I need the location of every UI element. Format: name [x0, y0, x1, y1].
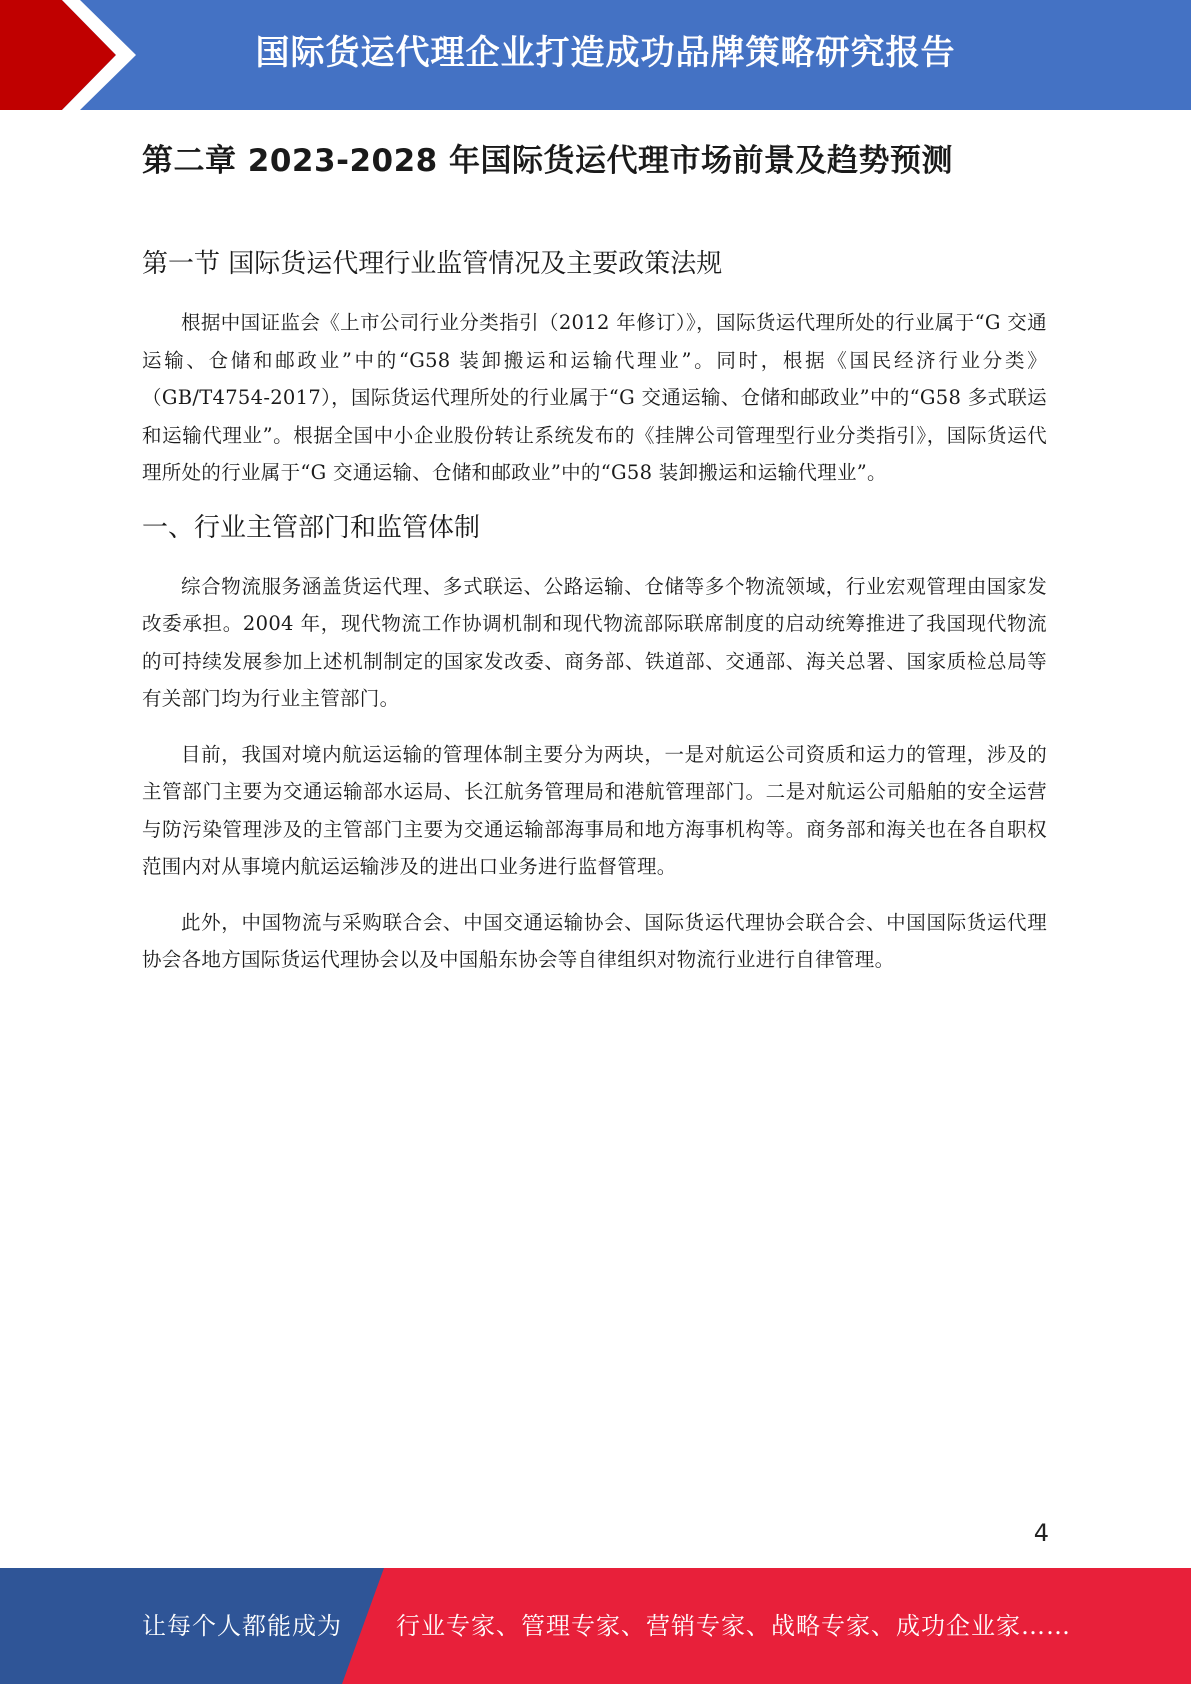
paragraph-shipping-management: 目前，我国对境内航运运输的管理体制主要分为两块，一是对航运公司资质和运力的管理，涉及的主管部门主要为交通运输部水运局、长江航务管理局和港航管理部门。二是对航运公司船舶的安全运营与防污染管理涉及的主管部门主要为交通运输部海事局和地方海事机构等。商务部和海关也在各自职权范围内对从事境内航运运输涉及的进出口业务进行监督管理。 [142, 742, 1047, 878]
footer-banner [0, 1568, 1191, 1684]
red-chevron-icon [0, 0, 160, 110]
report-title: 国际货运代理企业打造成功品牌策略研究报告 [255, 33, 956, 73]
footer-slogan-left: 让每个人都能成为 [142, 1612, 342, 1640]
paragraph-industry-classification: 根据中国证监会《上市公司行业分类指引（2012 年修订）》，国际货运代理所处的行业属于“G 交通运输、仓储和邮政业”中的“G58 装卸搬运和运输代理业”。同时，根据《国民经济行业分类》（GB/T4754-2017），国际货运代理所处的行业属于“G 交通运输、仓储和邮政业”中的“G58 多式联运和运输代理业”。根据全国中小企业股份转让系统发布的《挂牌公司管理型行业分类指引》，国际货运代理所处的行业属于“G 交通运输、仓储和邮政业”中的“G58 装卸搬运和运输代理业”。 [142, 311, 1047, 484]
paragraph-regulators: 综合物流服务涵盖货运代理、多式联运、公路运输、仓储等多个物流领域，行业宏观管理由国家发改委承担。2004 年，现代物流工作协调机制和现代物流部际联席制度的启动统筹推进了我国现代物流的可持续发展参加上述机制制定的国家发改委、商务部、铁道部、交通部、海关总署、国家质检总局等有关部门均为行业主管部门。 [142, 574, 1047, 710]
section-title-2: 一、行业主管部门和监管体制 [142, 512, 481, 543]
document-body [142, 140, 1047, 979]
chapter-title: 第二章 2023-2028 年国际货运代理市场前景及趋势预测 [142, 143, 954, 179]
section-title-1: 第一节 国际货运代理行业监管情况及主要政策法规 [142, 249, 723, 279]
page-number: 4 [1033, 1519, 1049, 1547]
header-banner [0, 0, 1191, 110]
footer-slogan-right: 行业专家、管理专家、营销专家、战略专家、成功企业家…… [396, 1612, 1071, 1640]
paragraph-self-regulation: 此外，中国物流与采购联合会、中国交通运输协会、国际货运代理协会联合会、中国国际货运代理协会各地方国际货运代理协会以及中国船东协会等自律组织对物流行业进行自律管理。 [142, 910, 1047, 971]
